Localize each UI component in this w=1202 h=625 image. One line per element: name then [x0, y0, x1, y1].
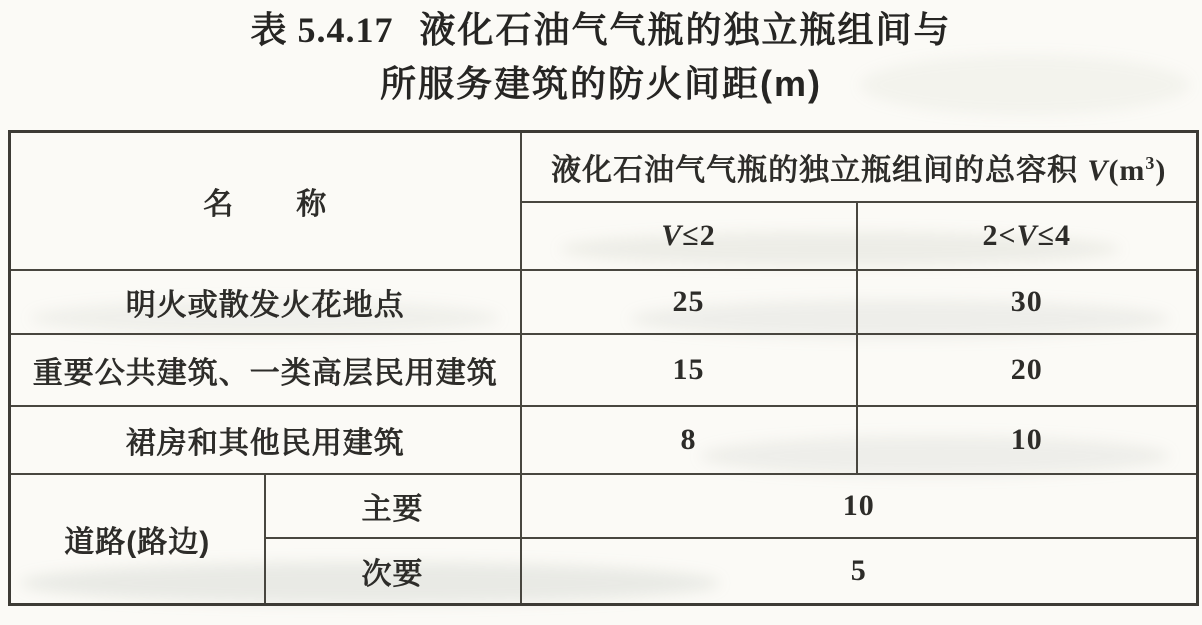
row-name-podium-civil-buildings: 裙房和其他民用建筑: [10, 406, 521, 474]
value-cell: 30: [857, 270, 1198, 334]
table-row: [10, 270, 1198, 334]
volume-label: 液化石油气气瓶的独立瓶组间的总容积: [551, 153, 1079, 187]
header-subcol-v-le-2: V≤2: [521, 202, 857, 270]
volume-exponent: 3: [1145, 152, 1156, 173]
header-name-cell: 名 称: [10, 132, 521, 270]
row-name-open-flame: 明火或散发火花地点: [10, 270, 521, 334]
value-cell-merged: 10: [521, 474, 1198, 538]
value-cell: 20: [857, 334, 1198, 406]
value-cell-merged: 5: [521, 538, 1198, 605]
table-title: [0, 6, 1202, 108]
table-title-line2: 所服务建筑的防火间距(m): [380, 63, 822, 104]
row-name-important-buildings: 重要公共建筑、一类高层民用建筑: [10, 334, 521, 406]
volume-var: V: [1087, 153, 1109, 187]
table-row: [10, 474, 1198, 538]
volume-unit-open: (m: [1108, 153, 1146, 187]
volume-unit-close: ): [1155, 153, 1167, 187]
table-title-line1: [0, 6, 1202, 54]
road-sub-label-main: 主要: [265, 474, 521, 538]
value-cell: 10: [857, 406, 1198, 474]
row-name-road: 道路(路边): [10, 474, 265, 605]
value-cell: 15: [521, 334, 857, 406]
table-row: [10, 334, 1198, 406]
header-subcol-2-lt-v-le-4: 2<V≤4: [857, 202, 1198, 270]
table-title-text1: 液化石油气气瓶的独立瓶组间与: [419, 9, 952, 50]
value-cell: 8: [521, 406, 857, 474]
table-number: 表 5.4.17: [250, 10, 394, 50]
header-volume-cell: [521, 132, 1198, 202]
fire-separation-table: [8, 130, 1199, 606]
value-cell: 25: [521, 270, 857, 334]
road-sub-label-secondary: 次要: [265, 538, 521, 605]
table-row: [10, 406, 1198, 474]
